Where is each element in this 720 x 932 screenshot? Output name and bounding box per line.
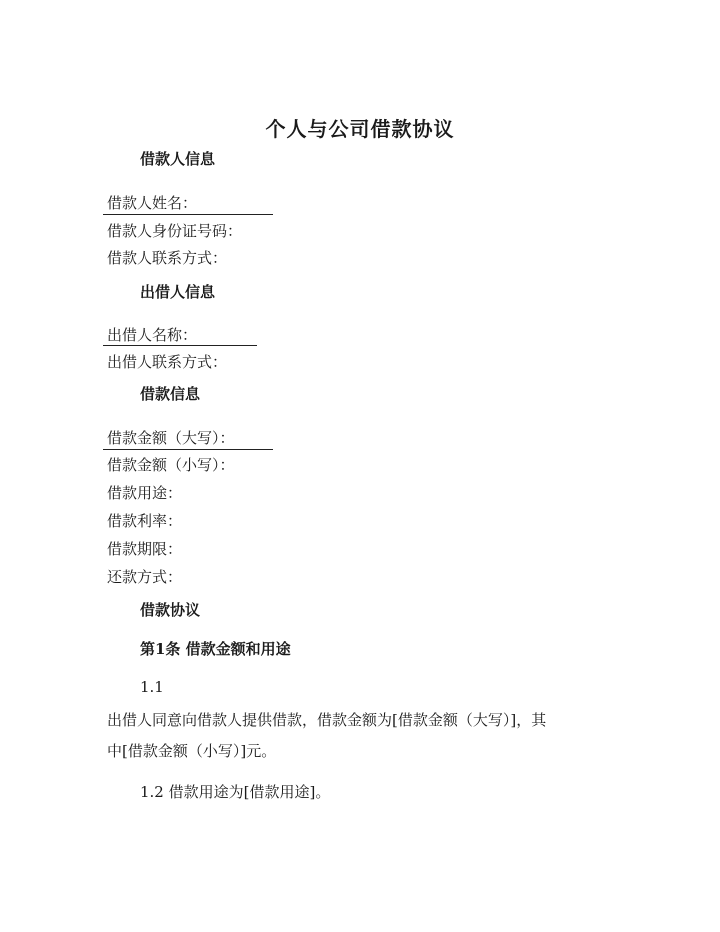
- borrower-name-label: 借款人姓名：: [107, 194, 198, 212]
- lender-name-underline: [103, 345, 257, 346]
- document-title: 个人与公司借款协议: [265, 117, 455, 141]
- loan-term-label: 借款期限：: [107, 540, 183, 558]
- borrower-info-heading: 借款人信息: [140, 150, 216, 168]
- borrower-contact-label: 借款人联系方式：: [107, 249, 228, 267]
- clause-1-1-number: 1.1: [140, 678, 164, 696]
- loan-amount-upper-label: 借款金额（大写）：: [107, 429, 235, 447]
- loan-amount-upper-underline: [103, 449, 273, 450]
- lender-info-heading: 出借人信息: [140, 283, 216, 301]
- clause-1-1-line-1: 出借人同意向借款人提供借款，借款金额为[借款金额（大写）]，其: [107, 711, 547, 729]
- loan-purpose-label: 借款用途：: [107, 484, 183, 502]
- article-1-title: 第1条 借款金额和用途: [140, 640, 291, 658]
- loan-rate-label: 借款利率：: [107, 512, 183, 530]
- loan-info-heading: 借款信息: [140, 385, 201, 403]
- clause-1-1-line-2: 中[借款金额（小写）]元。: [107, 742, 277, 760]
- borrower-name-underline: [103, 214, 273, 215]
- agreement-heading: 借款协议: [140, 601, 201, 619]
- lender-name-label: 出借人名称：: [107, 326, 198, 344]
- clause-1-2: 1.2 借款用途为[借款用途]。: [140, 783, 331, 801]
- borrower-id-label: 借款人身份证号码：: [107, 222, 243, 240]
- repayment-method-label: 还款方式：: [107, 568, 183, 586]
- loan-amount-lower-label: 借款金额（小写）：: [107, 456, 235, 474]
- lender-contact-label: 出借人联系方式：: [107, 353, 228, 371]
